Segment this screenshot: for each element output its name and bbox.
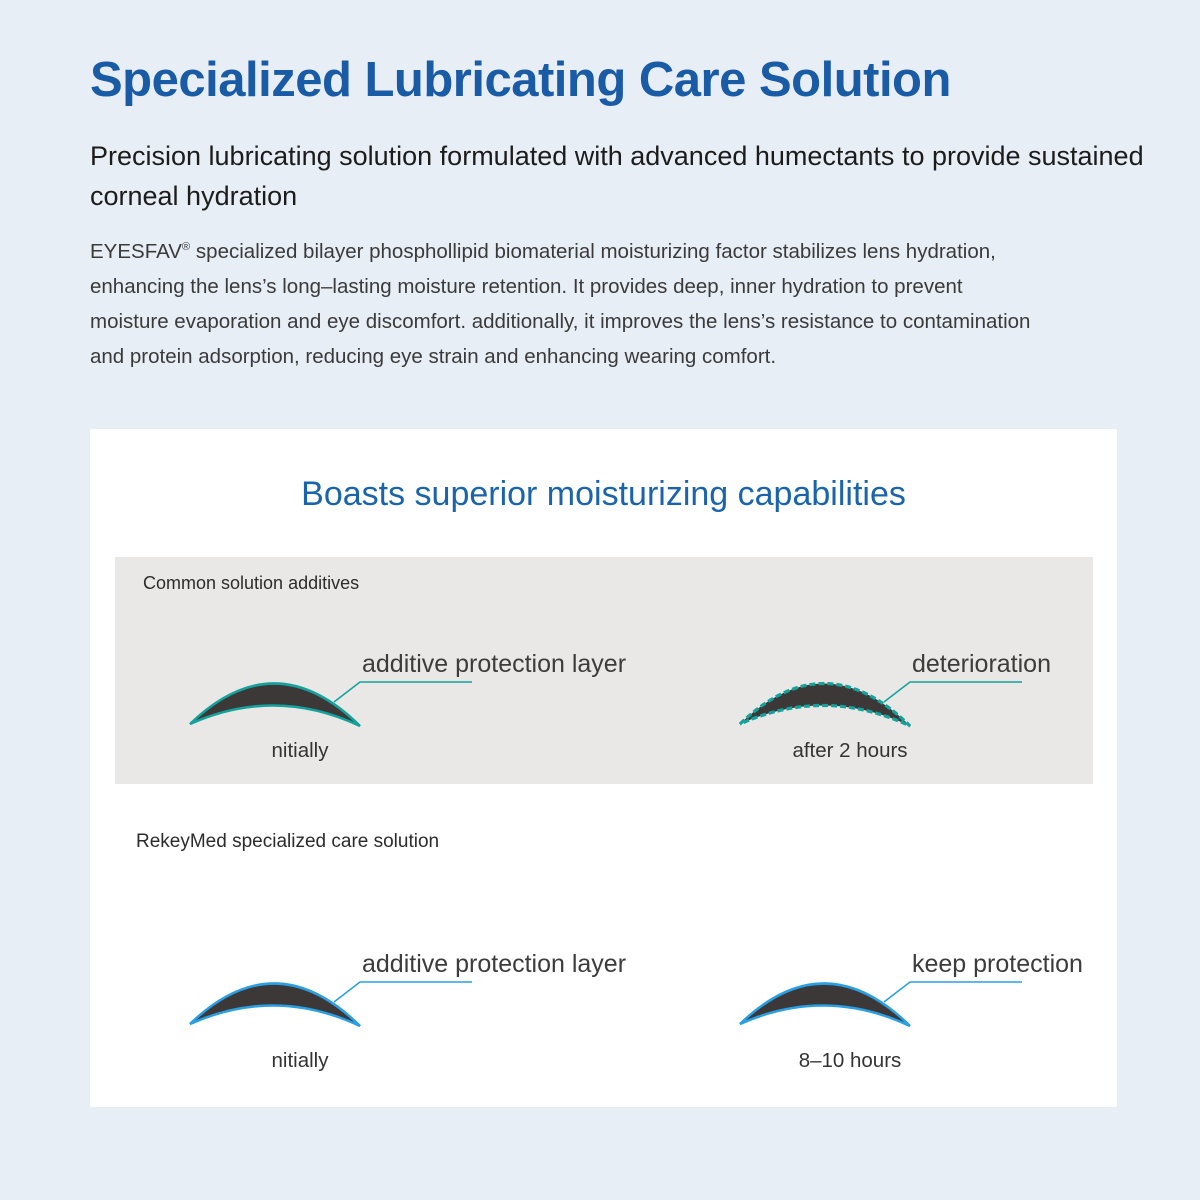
registered-trademark-mark: ®	[181, 241, 191, 254]
figure-common-after-2-hours	[700, 616, 1200, 786]
leader-line	[334, 982, 472, 1002]
paragraph-line-1-text: specialized bilayer phosphollipid biomaterial moisturizing factor stabilizes lens hydration,	[190, 240, 996, 264]
figure-caption: after 2 hours	[792, 739, 908, 763]
figure-caption: nitially	[271, 1049, 329, 1073]
paragraph-line-4: and protein adsorption, reducing eye strain and enhancing wearing comfort.	[90, 345, 777, 369]
leader-line	[334, 682, 472, 702]
figure-caption: 8–10 hours	[798, 1049, 902, 1073]
figure-annotation: keep protection	[912, 950, 1083, 979]
intro-paragraph	[90, 230, 1118, 374]
figure-annotation: additive protection layer	[362, 950, 627, 979]
figure-common-initial	[150, 616, 670, 786]
lens-crescent	[740, 984, 910, 1027]
brand-name: EYESFAV	[90, 240, 182, 264]
paragraph-line-2: enhancing the lens’s long–lasting moisture retention. It provides deep, inner hydration to prevent	[90, 275, 963, 299]
paragraph-line-3: moisture evaporation and eye discomfort. additionally, it improves the lens’s resistance to contamination	[90, 310, 1031, 334]
header	[0, 0, 1200, 374]
figure-annotation: deterioration	[912, 650, 1051, 679]
figure-rekeymed-initial	[150, 916, 670, 1086]
card-heading: Boasts superior moisturizing capabilities	[301, 475, 906, 514]
figure-caption: nitially	[271, 739, 329, 763]
leader-line	[884, 682, 1022, 702]
lens-crescent-dashed	[740, 684, 910, 727]
section-label-rekeymed-solution: RekeyMed specialized care solution	[136, 831, 440, 853]
leader-line	[884, 982, 1022, 1002]
section-label-common-additives: Common solution additives	[143, 573, 360, 594]
moisturizing-capabilities-card	[90, 429, 1117, 1107]
page-subtitle: Precision lubricating solution formulated with advanced humectants to provide sustained corneal hydration	[90, 141, 1144, 212]
lens-crescent	[190, 984, 360, 1027]
figure-annotation: additive protection layer	[362, 650, 627, 679]
figure-rekeymed-8-10-hours	[700, 916, 1200, 1086]
page-title: Specialized Lubricating Care Solution	[90, 53, 951, 107]
lens-crescent	[190, 684, 360, 727]
paragraph-line-1	[90, 230, 1118, 269]
